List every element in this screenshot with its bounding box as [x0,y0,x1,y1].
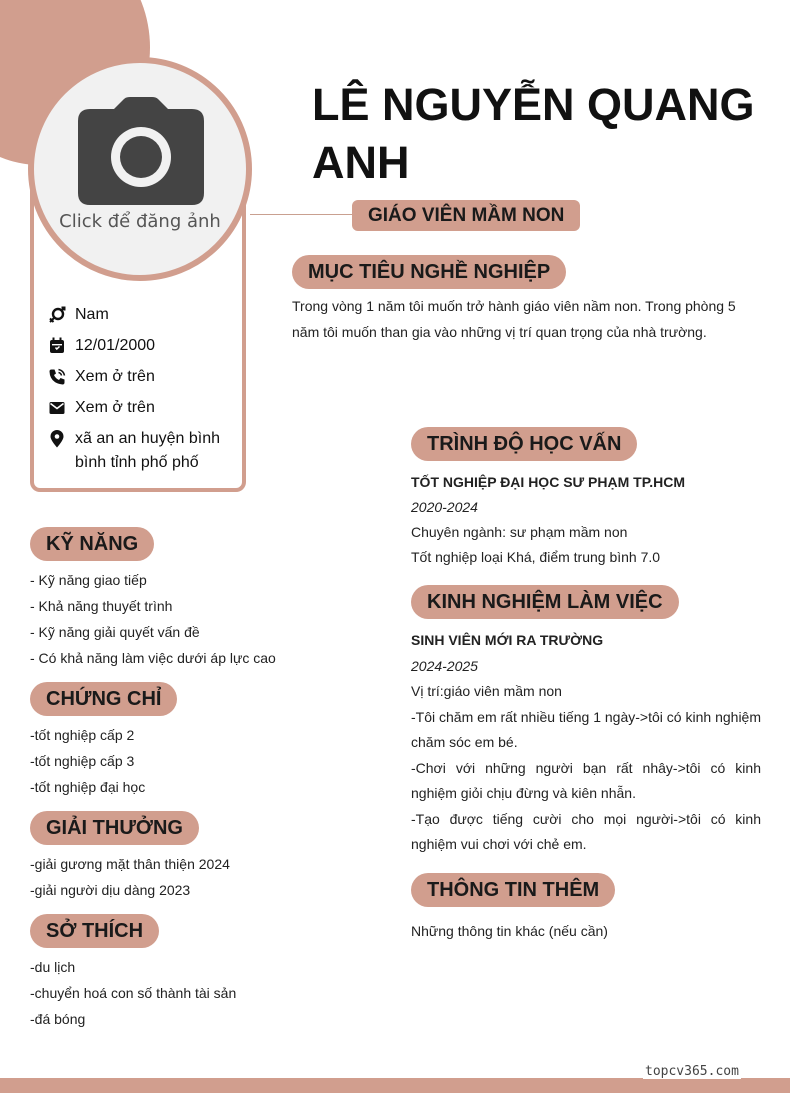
job-title: GIÁO VIÊN MẦM NON [352,200,580,231]
footer-bar [0,1078,790,1093]
education-period: 2020-2024 [411,499,478,515]
info-email-value: Xem ở trên [75,399,155,416]
connector-line [250,214,360,215]
list-item: -chuyển hoá con số thành tài sản [30,985,237,1001]
info-address [48,427,238,475]
experience-role: SINH VIÊN MỚI RA TRƯỜNG [411,632,604,648]
info-gender [48,303,238,327]
list-item: - Kỹ năng giải quyết vấn đề [30,624,200,640]
skills-heading: KỸ NĂNG [30,527,154,561]
experience-heading: KINH NGHIỆM LÀM VIỆC [411,585,679,619]
footer-watermark: topcv365.com [645,1064,739,1079]
envelope-icon [48,399,66,417]
certificates-heading: CHỨNG CHỈ [30,682,177,716]
list-item: -tốt nghiệp cấp 3 [30,753,135,769]
additional-info-heading: THÔNG TIN THÊM [411,873,615,907]
experience-line: -Tôi chăm em rất nhiều tiếng 1 ngày->tôi có kinh nghiệm chăm sóc em bé. [411,708,761,750]
avatar-upload-label: Click để đăng ảnh [59,211,221,232]
info-dob-value: 12/01/2000 [75,337,156,354]
objective-heading: MỤC TIÊU NGHỀ NGHIỆP [292,255,566,289]
objective-text [292,293,762,345]
experience-period: 2024-2025 [411,657,478,674]
hobbies-list [30,954,290,1032]
info-address-value: xã an an huyện bình bình tỉnh phố phố [75,430,221,471]
certificates-list [30,722,290,800]
list-item: - Khả năng thuyết trình [30,598,173,614]
info-email [48,396,238,420]
list-item: -giải người dịu dàng 2023 [30,882,191,898]
list-item: -đá bóng [30,1011,86,1027]
additional-info-paragraph: Những thông tin khác (nếu cần) [411,923,608,939]
name-line-1: LÊ NGUYỄN QUANG [312,79,755,130]
experience-line: -Chơi với những người bạn rất nhây->tôi có kinh nghiệm giỏi chịu đừng và kiên nhẫn. [411,759,761,801]
info-phone-value: Xem ở trên [75,368,155,385]
experience-line: -Tạo được tiếng cười cho mọi người->tôi có kinh nghiệm vui chơi với chẻ em. [411,810,761,852]
experience-position: Vị trí:giáo viên mầm non [411,683,562,699]
list-item: -tốt nghiệp cấp 2 [30,727,135,743]
awards-list [30,851,290,903]
hobbies-heading: SỞ THÍCH [30,914,159,948]
additional-info-text [411,918,761,944]
list-item: - Kỹ năng giao tiếp [30,572,147,588]
objective-paragraph: Trong vòng 1 năm tôi muốn trở hành giáo viên nầm non. Trong phòng 5 năm tôi muốn than gia vào những vị trí quan trọng của nhà trường. [292,298,736,340]
gender-icon [48,306,66,324]
phone-icon [48,368,66,386]
list-item: - Có khả năng làm việc dưới áp lực cao [30,650,276,666]
avatar-upload[interactable] [28,57,252,281]
info-phone [48,365,238,389]
location-pin-icon [48,430,66,448]
personal-info [48,303,238,482]
list-item: -giải gương mặt thân thiện 2024 [30,856,230,872]
education-school: TỐT NGHIỆP ĐẠI HỌC SƯ PHẠM TP.HCM [411,474,686,490]
experience-details [411,628,761,858]
education-line: Tốt nghiệp loại Khá, điểm trung bình 7.0 [411,549,661,565]
education-heading: TRÌNH ĐỘ HỌC VẤN [411,427,637,461]
list-item: -tốt nghiệp đại học [30,779,146,795]
candidate-name [312,76,772,192]
info-dob [48,334,238,358]
list-item: -du lịch [30,959,76,975]
skills-list [30,567,290,671]
education-details [411,470,761,570]
camera-icon [78,95,204,205]
calendar-icon [48,337,66,355]
name-line-2: ANH [312,137,410,188]
info-gender-value: Nam [75,306,109,323]
education-line: Chuyên ngành: sư phạm mầm non [411,524,628,540]
awards-heading: GIẢI THƯỞNG [30,811,199,845]
